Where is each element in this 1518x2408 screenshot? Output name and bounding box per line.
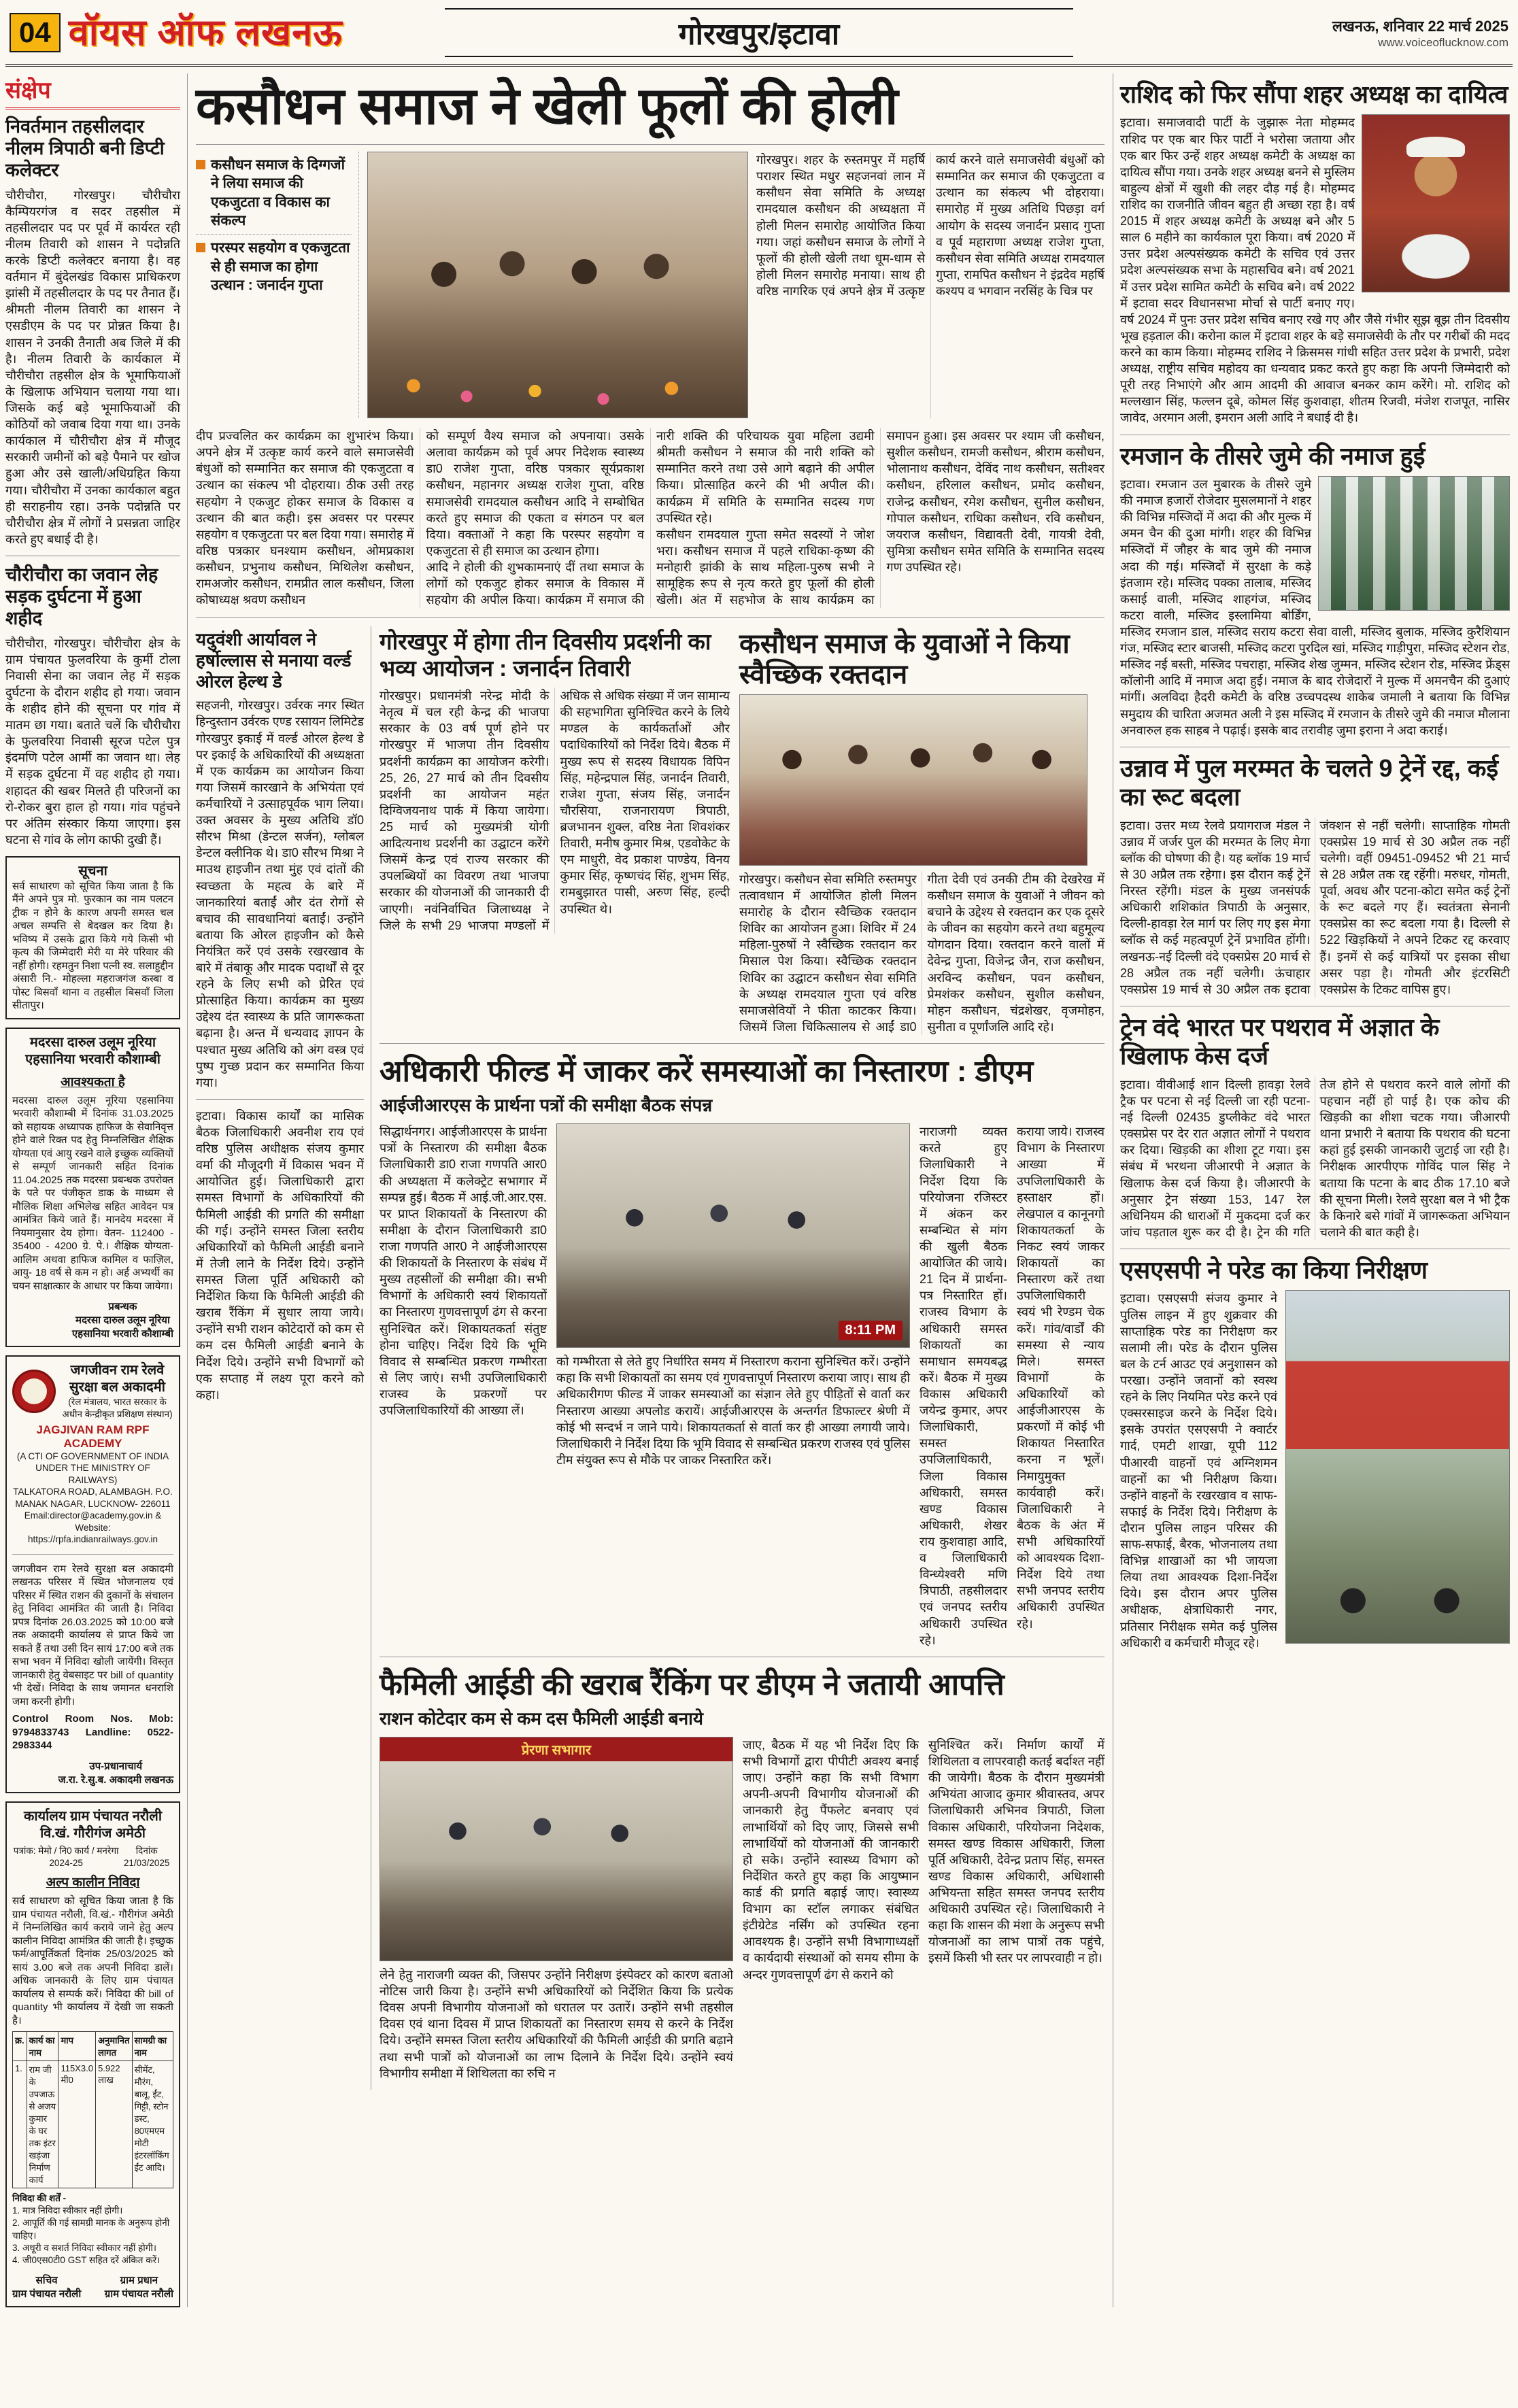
rpf-title-hindi: जगजीवन राम रेलवे सुरक्षा बल अकादमी xyxy=(69,1363,165,1395)
family-id-meeting-photo xyxy=(380,1737,733,1961)
unnao-body: इटावा। उत्तर मध्य रेलवे प्रयागराज मंडल ने उन्नाव में जर्जर पुल की मरम्मत के लिए मेगा ब्लॉक की घोषणा की है। यह ब्लॉक 19 मार्च से 30 अप्रैल तक रहेगा। इस दौरान कई ट्रेनें निरस्त रहेंगी। मंडल के मुख्य जनसंपर्क अधिकारी शशिकांत त्रिपाठी के अनुसार, दिल्ली-हावड़ा रेल मार्ग पर लिए गए इस मेगा ब्लॉक से कई महत्वपूर्ण ट्रेनें प्रभावित होंगी। लखनऊ-नई दिल्ली वंदे एक्सप्रेस 20 मार्च से 28 अप्रैल तक नहीं चलेगी। ऊंचाहार एक्सप्रेस 19 मार्च से 30 अप्रैल तक इटावा जंक्शन से नहीं चलेगी। साप्ताहिक गोमती एक्सप्रेस 19 मार्च से 30 अप्रैल तक नहीं चलेगी। वहीं 09451-09452 भी 21 मार्च से 28 अप्रैल तक रद्द रहेंगी। मरुधर, गोमती, पूर्वा, अवध और पटना-कोटा समेत कई ट्रेनों के रूट बदले गए हैं। स्वतंत्रता सेनानी एक्सप्रेस का रूट बदला गया है। दिल्ली से 522 खिड़कियों ने अपने टिकट रद्द करवाए हैं। इनमें से कई यात्रियों पर इसका सीधा असर पड़ा है। गोमती और इंटरसिटी एक्सप्रेस के टिकट वापिस हुए। xyxy=(1120,818,1510,996)
rashid-president-article xyxy=(1120,73,1510,435)
lead-bullet-1-text: कसौधन समाज के दिग्गजों ने लिया समाज की एकजुटता व विकास का संकल्प xyxy=(211,157,345,228)
blood-donation-body: गोरखपुर। कसौधन सेवा समिति रुस्तमपुर तत्वावधान में आयोजित होली मिलन समारोह के दौरान स्वैच्छिक रक्तदान शिविर का आयोजन हुआ। शिविर में 24 महिला-पुरुषों ने स्वैच्छिक रक्तदान कर मिसाल पेश किया। स्वैच्छिक रक्तदान शिविर का उद्घाटन कसौधन सेवा समिति के अध्यक्ष रामदयाल गुप्ता एवं वरिष्ठ समाजसेवियों ने फीता काटकर किया। जिसमें जिला चिकित्सालय से आईं डा0 गीता देवी एवं उनकी टीम की देखरेख में कसौधन समाज के युवाओं ने जीवन को बचाने के उद्देश्य से रक्तदान कर एक दूसरे के जीवन का सहयोग करने तथा बहुमूल्य योगदान दिया। रक्तदान करने वालों में देवेन्द्र गुप्ता, विजेन्द्र जैन, राज कसौधन, अरविन्द कसौधन, पवन कसौधन, प्रेमशंकर कसौधन, सुशील कसौधन, मोहन कसौधन, चंद्रशेखर, वृजमोहन, सुनीता व पूर्णांजलि आदि रहे। xyxy=(739,872,1104,1034)
section-name: गोरखपुर/इटावा xyxy=(445,8,1073,57)
lead-bullet-1 xyxy=(196,152,352,234)
dateline: लखनऊ, शनिवार 22 मार्च 2025 xyxy=(1332,18,1508,35)
center-column xyxy=(196,73,1104,2307)
tender-table-row xyxy=(13,2061,173,2188)
tender-note-2: 2. आपूर्ति की गई सामग्री मानक के अनुरूप होनी चाहिए। xyxy=(12,2218,170,2241)
family-id-headline: फैमिली आईडी की खराब रैंकिंग पर डीएम ने जतायी आपत्ति xyxy=(380,1667,1005,1701)
lead-bullet-2-text: परस्पर सहयोग व एकजुटता से ही समाज का होगा उत्थान : जनार्दन गुप्ता xyxy=(211,240,350,293)
lead-article-top xyxy=(196,152,1104,418)
family-id-col1: लेने हेतु नाराजगी व्यक्त की, जिसपर उन्होंने निरीक्षण इंस्पेक्टर को कारण बताओ नोटिस जारी किया है। उन्होंने सभी अधिकारियों को निर्देशित किया कि प्रत्येक दिवस अपनी विभागीय योजनाओं को धरातल पर उतारें। उन्होंने सभी तहसील दिवस एवं थाना दिवस में प्राप्त शिकायतों का निस्तारण समय से करने के निर्देश दिये। उन्होंने समस्त जिला स्तरीय अधिकारियों की फैमिली आईडी की प्रगति बढ़ाने तथा सभी पात्रों को योजनाओं का लाभ दिलाने के निर्देश दिये। उन्होंने स्वयं विभागीय समीक्षा में शिथिलता का रुचि न xyxy=(380,1968,733,2080)
oral-health-body: सहजनी, गोरखपुर। उर्वरक नगर स्थित हिन्दुस्तान उर्वरक एण्ड रसायन लिमिटेड गोरखपुर इकाई में वर्ल्ड ओरल हेल्थ डे पर इकाई के अधिकारियों की अध्यक्षता में एक कार्यक्रम का आयोजन किया गया जिसमें कारखाने के अभियंता एवं कर्मचारियों ने उत्साहपूर्वक भाग लिया। उक्त अवसर के मुख्य अतिथि डॉ0 सौरभ मिश्रा (डेन्टल सर्जन), ग्लोबल डेन्टल क्लीनिक थे। डा0 सौरभ मिश्रा ने माउथ हाइजीन तथा मुंह एवं दांतों की स्वच्छता के महत्व के बारे में जानकारियां बताईं और दंत रोगों से बचाव की सावधानियां बताईं। उन्होंने बताया कि ओरल हाइजीन को कैसे नियंत्रित करें एवं उसके रखरखाव के बारे में तंबाकू और मादक पदार्थों से दूर रहने के लिए सभी को प्रेरित एवं प्रोत्साहित किया। कार्यक्रम का मुख्य उद्देश्य दंत स्वास्थ्य के प्रति जागरूकता बढ़ाना है। अन्त में धन्यवाद ज्ञापन के पश्चात मुख्य अतिथि को अंग वस्त्र एवं पुष्प गुच्छ प्रदान कर सम्मानित किया गया। xyxy=(196,698,364,1089)
ssp-headline: एसएसपी ने परेड का किया निरीक्षण xyxy=(1120,1255,1428,1284)
tender-ref: पत्रांक: मेमो / नि0 कार्य / मनरेगा 2024-25 xyxy=(13,1845,119,1868)
brief-article-neelam-tripathi xyxy=(5,116,180,547)
tender-date: दिनांक 21/03/2025 xyxy=(123,1845,170,1868)
gram-panchayat-tender-box xyxy=(5,1801,180,2307)
public-notice-box xyxy=(5,856,180,1019)
tender-sign-left-role: सचिव xyxy=(35,2275,58,2287)
ssp-parade-inspection-photo xyxy=(1285,1290,1510,1644)
rashid-headline: राशिद को फिर सौंपा शहर अध्यक्ष का दायित्व xyxy=(1120,80,1508,108)
madrasa-title: मदरसा दारुल उलूम नूरिया एहसानिया भरवारी कौशाम्बी xyxy=(25,1034,161,1067)
tender-title: कार्यालय ग्राम पंचायत नरौली वि.खं. गौरीगंज अमेठी xyxy=(23,1808,162,1841)
tender-sign-pradhan xyxy=(105,2273,173,2301)
madrasa-body: मदरसा दारुल उलूम नूरिया एहसानिया भरवारी कौशाम्बी में दिनांक 31.03.2025 को सहायक अध्यापक हाफिज के सेवानिवृत्त होने वाले रिक्त पद हेतु निम्नलिखित शैक्षिक योग्यता एवं आयु रखने वाले इच्छुक व्यक्तियों से सम्पूर्ण जानकारी सहित दिनांक 11.04.2025 तक मदरसा प्रबन्धक उपरोक्त के पते पर पंजीकृत डाक के माध्यम से मौलिक शिक्षा अभिलेख सहित आवेदन पत्र आमंत्रित किये जाते हैं। मानदेय मदरसा में नियमानुसार देय होगा। वेतन- 112400 - 35400 - 4200 ग्रे. पे.। शैक्षिक योग्यता- आलिम अथवा हाफिज कामिल व फाज़िल, आयु- 18 वर्ष से कम न हो। अर्ह अभ्यर्थी का चयन साक्षात्कार के आधार पर किया जायेगा। xyxy=(12,1094,173,1292)
brief2-body: चौरीचौरा, गोरखपुर। चौरीचौरा क्षेत्र के ग्राम पंचायत फुलवरिया के कुर्मी टोला निवासी सेना का जवान लेह में सड़क दुर्घटना के दौरान शहीद हो गया। जवान के शहीद होने की सूचना पर गांव में मातम छा गया। बताते चलें कि चौरीचौरा के फुलवरिया निवासी सूरज पटेल पुत्र इंदमणि पटेल आर्मी का जवान था। लेह में सड़क दुर्घटना में वह शहीद हो गया। शहादत की खबर मिलते ही परिजनों का रो-रोकर बुरा हाल हो गया। गांव पहुंचने पर अंतिम संस्कार किया जाएगा। इस घटना से गांव के लोग काफी दुखी हैं। xyxy=(5,636,180,847)
vande-body: इटावा। वीवीआई शान दिल्ली हावड़ा रेलवे ट्रैक पर पटना से नई दिल्ली जा रही पटना-नई दिल्ली 02435 डुप्लीकेट वंदे भारत एक्सप्रेस पर देर रात अज्ञात लोगों ने पथराव कर दिया। खिड़की का शीशा टूट गया। इस संबंध में भरथना जीआरपी ने अज्ञात के खिलाफ केस दर्ज किया है। जीआरपी के अनुसार ट्रेन संख्या 153, 147 रेल अधिनियम की धाराओं में मुकदमा दर्ज कर जांच पड़ताल शुरू कर दी है। ट्रेन की गति तेज होने से पथराव करने वाले लोगों की पहचान नहीं हो पाई है। एक कोच की खिड़की का शीशा चटक गया। जीआरपी थाना प्रभारी ने बताया कि पथराव की घटना कहां हुई इसकी जानकारी जुटाई जा रही है। निरीक्षक आरपीएफ गोविंद पाल सिंह ने बताया कि पटना के बाद ठीक 17.10 बजे की सूचना मिली। रेलवे सुरक्षा बल ने भी ट्रैक के किनारे बसे गांवों में जागरूकता अभियान चलाने की बात कही है। xyxy=(1120,1077,1510,1239)
rpf-contact[interactable]: Email:director@academy.gov.in & Website: https://rpfa.indianrailways.gov.in xyxy=(24,1510,162,1545)
unnao-trains-article xyxy=(1120,747,1510,1006)
family-id-subhead: राशन कोटेदार कम से कम दस फैमिली आईडी बनाये xyxy=(380,1708,703,1729)
ramzan-namaz-article xyxy=(1120,435,1510,747)
madrasa-signature xyxy=(72,1300,173,1340)
ssp-parade-article xyxy=(1120,1249,1510,1659)
igrs-col1: सिद्धार्थनगर। आईजीआरएस के प्रार्थना पत्रों के निस्तारण की समीक्षा बैठक जिलाधिकारी डा0 राजा गणपति आर0 की अध्यक्षता में कलेक्ट्रेट सभागार में सम्पन्न हुई। बैठक में आई.जी.आर.एस. पर प्राप्त शिकायतों के निस्तारण की समीक्षा के दौरान जिलाधिकारी डा0 राजा गणपति आर0 ने आईजीआरएस की शिकायतों के निस्तारण के संबंध में मुख्य तहसीलों की समीक्षा की। सभी विभागों के अधिकारी स्वयं शिकायतों का निस्तारण गुणवत्तापूर्ण ढंग से करना सुनिश्चित करें। शिकायतकर्ता संतुष्ट होना चाहिए। निर्देश दिये कि भूमि विवाद से सम्बन्धित प्रकरण गम्भीरता से लिए जाएं। सभी उपजिलाधिकारी राजस्व के प्रकरणों पर उपजिलाधिकारियों की आख्या लें। xyxy=(380,1125,547,1418)
rpf-address: TALKATORA ROAD, ALAMBAGH. P.O. MANAK NAGAR, LUCKNOW- 226011 xyxy=(13,1487,173,1509)
website-url[interactable]: www.voiceoflucknow.com xyxy=(1378,36,1508,49)
tender-sign-secretary xyxy=(12,2273,81,2301)
tender-sign-left-org: ग्राम पंचायत नरौली xyxy=(12,2288,82,2301)
divider xyxy=(196,1099,364,1100)
briefs-section-title: संक्षेप xyxy=(5,73,180,109)
madrasa-sign-org1: मदरसा दारुल उलूम नूरिया xyxy=(75,1315,170,1327)
jumma-namaz-photo xyxy=(1318,476,1510,611)
lead-article-continuation xyxy=(196,428,1104,618)
madrasa-sign-role: प्रबन्धक xyxy=(108,1301,137,1313)
photo-clock-time: 8:11 PM xyxy=(839,1321,903,1340)
tender-note-1: 1. मात्र निविदा स्वीकार नहीं होगी। xyxy=(12,2205,123,2216)
brief2-headline: चौरीचौरा का जवान लेह सड़क दुर्घटना में हुआ शहीद xyxy=(5,564,158,628)
blood-donation-camp-photo xyxy=(739,694,1087,866)
rpf-tender-body: जगजीवन राम रेलवे सुरक्षा बल अकादमी लखनऊ परिसर में स्थित भोजनालय एवं परिसर में स्थित राशन की दुकानों के संचालन हेतु निविदा आमंत्रित की जाती है। निविदा प्रपत्र दिनांक 26.03.2025 को 10:00 बजे तक अकादमी कार्यालय से प्राप्त किये जा सकते हैं तथा उसी दिन सायं 17:00 बजे तक सभा भवन में निविदा खोली जायेंगी। विस्तृत जानकारी हेतु वेबसाइट पर bill of quantity भी देखें। निविदा के साथ जमानत धनराशि जमा करनी होगी। xyxy=(12,1563,173,1708)
rpf-title-english: JAGJIVAN RAM RPF ACADEMY xyxy=(36,1423,150,1450)
brief1-body: चौरीचौरा, गोरखपुर। चौरीचौरा कैम्पियरगंज व सदर तहसील में तहसीलदार पद पर पूर्व में कार्यरत रही नीलम तिवारी को शासन ने पदोन्नति करके डिप्टी कलेक्टर बनाया है। वह वर्तमान में बुंदेलखंड विकास प्राधिकरण झांसी में तहसीलदार के पद पर तैनात हैं। श्रीमती नीलम तिवारी का शासन ने एसडीएम के पद पर प्रोन्नत किया है। शासन ने उनकी तैनाती अब जिले में की है। नीलम तिवारी के कार्यकाल में चौरीचौरा तहसील क्षेत्र के भूमाफियाओं के खिलाफ अभियान चलाया गया था। जिसके कई बड़े भूमाफियाओं की कोठियों को जवाब दिया गया था। उनके कार्यकाल में चौरीचौरा क्षेत्र में मौजूद सरकारी जमीनों को बड़े पैमाने पर खोज हुआ और उसे खाली/अधिग्रहित किया गया। चौरीचौरा में उनका कार्यकाल बहुत ही सराहनीय रहा। उनके पदोन्नति पर चौरीचौरा क्षेत्र में लोगों ने प्रसन्नता जाहिर करते हुए बधाई दी है। xyxy=(5,188,180,546)
vande-bharat-stone-pelting-article xyxy=(1120,1006,1510,1249)
tender-cell-measure: 115X3.0 मी0 xyxy=(58,2061,96,2188)
tender-cell-cost: 5.922 लाख xyxy=(96,2061,133,2188)
unnao-headline: उन्नाव में पुल मरम्मत के चलते 9 ट्रेनें रद्द, कई का रूट बदला xyxy=(1120,753,1499,811)
divider xyxy=(12,1554,173,1555)
oral-health-day-article xyxy=(196,629,364,1091)
rpf-academy-logo xyxy=(12,1370,56,1413)
tender-th-measure: माप xyxy=(58,2032,96,2061)
brief1-headline: निवर्तमान तहसीलदार नीलम त्रिपाठी बनी डिप्टी कलेक्टर xyxy=(5,116,165,180)
rpf-subtitle-hindi: (रेल मंत्रालय, भारत सरकार के अधीन केन्द्रीकृत प्रशिक्षण संस्थान) xyxy=(62,1397,173,1420)
paper-title: वॉयस ऑफ लखनऊ xyxy=(68,12,343,53)
notice-body: सर्व साधारण को सूचित किया जाता है कि मैंने अपने पुत्र मो. फुरकान का नाम पलटन ट्रीक न होने के कारण अपनी समस्त चल अचल सम्पत्ति से बेदखल कर दिया है। भविष्य में उसके द्वारा किये गये किसी भी कृत्य की जिम्मेदारी मेरी या मेरे परिवार की नहीं होगी। रहमतुन निशा पत्नी स्व. सलाहुद्दीन अंसारी नि.- मोहल्ला महराजगंज कस्बा व पोस्ट बिसवाँ थाना व तहसील बिसवाँ जिला सीतापुर। xyxy=(12,880,173,1012)
tender-cell-work: राम जी के उपजाऊ से अजय कुमार के घर तक इंटर खड़ंजा निर्माण कार्य xyxy=(27,2061,58,2188)
blood-donation-article xyxy=(739,626,1104,1035)
tender-sign-right-org: ग्राम पंचायत नरौली xyxy=(104,2288,173,2301)
tender-works-table xyxy=(12,2031,173,2188)
tender-th-serial: क्र. xyxy=(13,2032,27,2061)
lead-col4: कसौधन रामदयाल गुप्ता समेत सदस्यों ने जोश भरा। कसौधन समाज में पहले राधिका-कृष्ण की मनोहारी झांकी के साथ महिला-पुरुष सभी ने सामूहिक रूप से नृत्य करते हुए फूलों की होली खेली। अंत में सहभोज के साथ कार्यक्रम का समापन हुआ। इस अवसर पर श्याम जी कसौधन, सुशील कसौधन, रामजी कसौधन, श्रीराम कसौधन, भोलानाथ कसौधन, देविंद नाथ कसौधन, सतीश्वर कसौधन, हरिलाल कसौधन, प्रमोद कसौधन, राजेन्द्र कसौधन, रमेश कसौधन, सुनील कसौधन, गोपाल कसौधन, राधिका कसौधन, रवि कसौधन, जयराज कसौधन, विद्यावती देवी, गायत्री देवी, सुमित्रा कसौधन समेत समिति के सम्मानित सदस्य गण उपस्थित रहे। xyxy=(656,429,1104,607)
vande-headline: ट्रेन वंदे भारत पर पथराव में अज्ञात के खिलाफ केस दर्ज xyxy=(1120,1013,1440,1070)
bullet-square-icon xyxy=(196,160,205,169)
masthead xyxy=(5,5,1513,67)
rashid-portrait-photo xyxy=(1362,114,1510,292)
meeting-hall-banner-text: प्रेरणा सभागार xyxy=(380,1737,732,1761)
exhibition-headline: गोरखपुर में होगा तीन दिवसीय प्रदर्शनी का भव्य आयोजन : जनार्दन तिवारी xyxy=(380,629,711,681)
lead-col1: दीप प्रज्वलित कर कार्यक्रम का शुभारंभ किया। अपने क्षेत्र में उत्कृष्ट कार्य करने वाले समाजसेवी बंधुओं को सम्मानित कर समाज की एकजुटता व उत्थान का संकल्प भी दोहराया। ठीक उसी तरह सहयोग ने एकजुट होकर समाज के विकास व उत्थान की बात कही। इस अवसर पर परस्पर सहयोग व एकजुटता पर बल दिया गया। समारोह में वरिष्ठ पत्रकार घनश्याम कसौधन, ओमप्रकाश कसौधन, प्रभुनाथ कसौधन, मिथिलेश कसौधन, रामअजोर कसौधन, रामप्रीत लाल कसौधन, जिला कोषाध्यक्ष श्रवण कसौधन xyxy=(196,429,414,607)
rpf-control-room: Control Room Nos. Mob: 9794833743 Landline: 0522-2983344 xyxy=(12,1713,173,1752)
holi-celebration-photo xyxy=(367,152,748,418)
oral-health-headline: यदुवंशी आर्यावल ने हर्षोल्लास से मनाया वर्ल्ड ओरल हेल्थ डे xyxy=(196,629,352,692)
tender-note-4: 4. जी0एस0टी0 GST सहित दरें अंकित करें। xyxy=(12,2255,161,2266)
family-id-rail-text: इटावा। विकास कार्यों का मासिक बैठक जिलाधिकारी अवनीश राय एवं वरिष्ठ पुलिस अधीक्षक संजय कुमार वर्मा की मौजूदगी में विकास भवन में आयोजित हुई। जिलाधिकारी द्वारा समस्त विभागों के अधिकारियों की फैमिली आईडी की प्रगति की समीक्षा की गई। उन्होंने समस्त जिला स्तरीय अधिकारियों को फैमिली आईडी बनाने में तेजी लाने के निर्देश दिये। उन्होंने समस्त जिला पूर्ति अधिकारी को निर्देशित किया कि फैमिली आईडी की खराब रैंकिंग में सुधार लाया जाये। उन्होंने सभी राशन कोटेदारों को कम से कम दस फैमिली आईडी बनाने के निर्देश दिये। उन्होंने सभी विभागों को एक सप्ताह में लक्ष्य पूरा करने को कहा। xyxy=(196,1108,364,1402)
rpf-subtitle-english: (A CTI OF GOVERNMENT OF INDIA UNDER THE MINISTRY OF RAILWAYS) xyxy=(16,1451,169,1485)
notice-title: सूचना xyxy=(78,863,107,879)
page-number: 04 xyxy=(10,13,61,52)
tender-sign-right-role: ग्राम प्रधान xyxy=(120,2275,158,2287)
bullet-square-icon xyxy=(196,243,205,252)
exhibition-body: गोरखपुर। प्रधानमंत्री नरेन्द्र मोदी के नेतृत्व में चल रही केन्द्र की भाजपा सरकार के 03 वर्ष पूर्ण होने पर गोरखपुर में भाजपा तीन दिवसीय प्रदर्शनी कार्यक्रम का आयोजन करेगी। 25, 26, 27 मार्च को तीन दिवसीय प्रदर्शनी का आयोजन महंत दिग्विजयनाथ पार्क में किया जायेगा। 25 मार्च को मुख्यमंत्री योगी आदित्यनाथ प्रदर्शनी का उद्घाटन करेंगे जिसमें केन्द्र एवं राज्य सरकार की उपलब्धियों का विवरण तथा भाजपा सरकार की योजनाओं की जानकारी दी जाएगी। नवंनिर्वाचित जिलाध्यक्ष ने जिले के सभी 29 भाजपा मण्डलों में अधिक से अधिक संख्या में जन सामान्य की सहभागिता सुनिश्चित करने के लिये मण्डल के कार्यकर्ताओं और पदाधिकारियों को निर्देश दिये। बैठक में मुख्य रूप से सदस्य विधायक विपिन सिंह, महेन्द्रपाल सिंह, जनार्दन तिवारी, राजेश गुप्ता, संजय सिंह, जनार्दन चौरसिया, राजनारायण त्रिपाठी, ब्रजभानन शुक्ल, वरिष्ठ नेता शिवशंकर तिवारी, मनीष कुमार मिश्र, एडवोकेट के एम माधुरी, वेद प्रकाश पाण्डेय, विनय कुमार सिंह, कृष्णचंद सिंह, शुभम सिंह, रामबुझारत पासी, अरुण सिंह, हल्दी उपस्थित थे। xyxy=(380,689,730,932)
tender-notes-title: निविदा की शर्तें - xyxy=(12,2193,67,2204)
rpf-academy-advert-box xyxy=(5,1355,180,1793)
center-left-rail xyxy=(196,626,371,2089)
tender-note-3: 3. अधूरी व सशर्त निविदा स्वीकार नहीं होगी। xyxy=(12,2242,156,2253)
ssp-body: इटावा। एसएसपी संजय कुमार ने पुलिस लाइन में हुए शुक्रवार की साप्ताहिक परेड का निरीक्षण कर सलामी ली। परेड के दौरान पुलिस बल के टर्न आउट एवं अनुशासन को परखा। उन्होंने जवानों को स्वस्थ रहने के लिए नियमित परेड करने एवं एक्सरसाइज करने के निर्देश दिये। इसके उपरांत एसएसपी ने क्वार्टर गार्द, एमटी शाखा, यूपी 112 पीआरवी वाहनों एवं अग्निशमन वाहनों का भी निरीक्षण किया। उन्होंने वाहनों के रखरखाव व साफ-सफाई के निर्देश दिये। निरीक्षण के दौरान पुलिस लाइन परिसर की साफ-सफाई, बैरक, भोजनालय तथा विभिन्न शाखाओं का भी जायजा लिया तथा आवश्यक दिशा-निर्देश दिये। इस दौरान अपर पुलिस अधीक्षक, क्षेत्राधिकारी नगर, प्रतिसार निरीक्षक समेत कई पुलिस अधिकारी व कर्मचारी मौजूद रहे। xyxy=(1120,1291,1277,1650)
rpf-sign-org: ज.रा. रे.सु.ब. अकादमी लखनऊ xyxy=(58,1774,173,1786)
tender-th-work: कार्य का नाम xyxy=(27,2032,58,2061)
lead-bullet-points xyxy=(196,152,359,418)
lead-intro-text: गोरखपुर। शहर के रुस्तमपुर में महर्षि पराशर स्थित मधुर सहजनवां लान में कसौधन सेवा समिति के अध्यक्ष रामदयाल कसौधन की अध्यक्षता में होली मिलन समारोह आयोजित किया गया। जहां कसौधन समाज के लोगों ने फूलों की होली खेली तथा धूम-धाम से होली मिलन समारोह मनाया। साथ ही वरिष्ठ नागरिक एवं अपने क्षेत्र में उत्कृष्ट कार्य करने वाले समाजसेवी बंधुओं को सम्मानित कर समाज की एकजुटता व उत्थान का संकल्प भी दोहराया। समारोह में मुख्य अतिथि पिछड़ा वर्ग आयोग के सदस्य जनार्दन प्रसाद गुप्ता व पूर्व महाराणा अध्यक्ष राजेश गुप्ता, कसौधन सेवा समिति अध्यक्ष रामदयाल गुप्ता, रामपित कसौधन ने इंद्रदेव महर्षि कश्यप व भगवान नरसिंह के चित्र पर xyxy=(756,153,1104,298)
madrasa-sign-org2: एहसानिया भरवारी कौशाम्बी xyxy=(71,1328,173,1340)
lead-col2: को सम्पूर्ण वैश्य समाज को अपनाया। उसके अलावा कार्यक्रम को पूर्व अपर निदेशक स्वास्थ्य डा0 राजेश गुप्ता, वरिष्ठ पत्रकार सूर्यप्रकाश कसौधन, महानगर अध्यक्ष राजेश गुप्ता, वरिष्ठ समाजसेवी रामदयाल कसौधन आदि ने सम्बोधित करते हुए समाज की एकता व संगठन पर बल दिया। वक्ताओं ने कहा कि परस्पर सहयोग व एकजुटता से ही समाज का उत्थान होगा। xyxy=(426,429,644,558)
igrs-col2: को गम्भीरता से लेते हुए निर्धारित समय में निस्तारण कराना सुनिश्चित करें। उन्होंने कहा कि सभी शिकायतों का समय एवं गुणवत्तापूर्ण निस्तारण कराया जाए। साथ ही अधिकारीगण फील्ड में जाकर समस्याओं का संज्ञान लेते हुए पीड़ितों से वार्ता कर निस्तारण आख्या अपलोड करायें। आईजीआरएस के अन्तर्गत डिफाल्टर श्रेणी में कोई भी सन्दर्भ न जाने पाये। शिकायतकर्ता से वार्ता कर ही आख्या लगायी जाये। जिलाधिकारी ने निर्देश दिया कि भूमि विवाद से सम्बन्धित प्रकरण राजस्व एवं पुलिस टीम संयुक्त रूप से मौके पर जाकर निस्तारित करें। xyxy=(556,1355,910,1467)
madrasa-subtitle: आवश्यकता है xyxy=(61,1074,125,1089)
tender-subtitle: अल्प कालीन निविदा xyxy=(46,1876,140,1890)
madrasa-advert-box xyxy=(5,1028,180,1348)
tender-th-cost: अनुमानित लागत xyxy=(96,2032,133,2061)
right-column xyxy=(1113,73,1510,2307)
rpf-signature xyxy=(58,1759,173,1786)
igrs-col3: नाराजगी व्यक्त करते हुए जिलाधिकारी ने निर्देश दिया कि परियोजना रजिस्टर में अंकन कर सम्बन्धित से मांग की खुली बैठक आयोजित की जाये। 21 दिन में प्रार्थना-पत्र निस्तारित हों। राजस्व विभाग के अधिकारी समस्त शिकायतों का समाधान समयबद्ध करें। बैठक में मुख्य विकास अधिकारी जयेन्द्र कुमार, अपर जिलाधिकारी, समस्त उपजिलाधिकारी, जिला विकास अधिकारी, समस्त खण्ड विकास अधिकारी, शेखर राय कुशवाहा आदि, व जिलाधिकारी विन्ध्येश्वरी मणि त्रिपाठी, तहसीलदार एवं जनपद स्तरीय अधिकारी उपस्थित रहे। xyxy=(920,1125,1007,1647)
rpf-sign-role: उप-प्रधानाचार्य xyxy=(89,1760,143,1772)
bjp-exhibition-article xyxy=(380,626,730,1035)
blood-donation-headline: कसौधन समाज के युवाओं ने किया स्वैच्छिक रक्तदान xyxy=(739,629,1070,690)
igrs-col4: कराया जाये। राजस्व विभाग के निस्तारण आख्या में उपजिलाधिकारी के हस्ताक्षर हों। लेखपाल व कानूनगो शिकायतकर्ता के निकट स्वयं जाकर शिकायतों का निस्तारण करें तथा उपजिलाधिकारी स्वयं भी रेण्डम चेक करें। गांव/वार्डों की समस्या से न्याय मिले। समस्त विभागों के अधिकारियों को आईजीआरएस के प्रकरणों में कोई भी शिकायत निस्तारित करना न भूलें। निमायुमुक्त कार्यवाही करें। जिलाधिकारी ने बैठक के अंत में सभी अधिकारियों को आवश्यक दिशा-निर्देश दिये तथा सभी जनपद स्तरीय अधिकारी उपस्थित रहे। xyxy=(1017,1125,1104,1631)
igrs-review-article xyxy=(380,1044,1104,1657)
igrs-headline: अधिकारी फील्ड में जाकर करें समस्याओं का निस्तारण : डीएम xyxy=(380,1054,1034,1088)
tender-body: सर्व साधारण को सूचित किया जाता है कि ग्राम पंचायत नरौली, वि.खं.- गौरीगंज अमेठी में निम्नलिखित कार्य कराये जाने हेतु अल्प कालीन निविदा आमंत्रित की जाती है। इच्छुक फर्म/आपूर्तिकर्ता दिनांक 25/03/2025 को सायं 3.00 बजे तक अपनी निविदा डालें। अधिक जानकारी के लिए ग्राम पंचायत कार्यालय से सम्पर्क करें। निविदा की bill of quantity भी कार्यालय में देखी जा सकती है। xyxy=(12,1895,173,2027)
tender-table-header-row xyxy=(13,2032,173,2061)
lead-headline: कसौधन समाज ने खेली फूलों की होली xyxy=(196,73,1104,145)
family-id-article xyxy=(380,1657,1104,2090)
igrs-review-meeting-photo xyxy=(556,1123,910,1348)
tender-cell-material: सीमेंट, मौरंग, बालू, ईंट, गिट्टी, स्टोन डस्ट, 80एमएम मोटी इंटरलॉकिंग ईंट आदि। xyxy=(132,2061,173,2188)
brief-article-jawan-shaheed xyxy=(5,564,180,848)
family-id-col3: सुनिश्चित करें। निर्माण कार्यों में शिथिलता व लापरवाही कतई बर्दाश्त नहीं की जायेगी। बैठक के दौरान मुख्यमंत्री अभियंता आजाद कुमार श्रीवास्तव, अपर जिलाधिकारी अभिनव त्रिपाठी, जिला विकास अधिकारी, परियोजना निदेशक, समस्त खण्ड विकास अधिकारी, जिला पूर्ति अधिकारी, देवेन्द्र प्रताप सिंह, समस्त खण्ड विकास अधिकारी, अधिशासी अभियन्ता सहित समस्त जनपद स्तरीय अधिकारी उपस्थित रहे। जिलाधिकारी ने कहा कि शासन की मंशा के अनुरूप सभी योजनाओं का लाभ पात्रों तक पहुंचे, इसमें किसी भी स्तर पर लापरवाही न हो। xyxy=(928,1738,1104,1965)
tender-cell-serial: 1. xyxy=(13,2061,27,2188)
left-sidebar xyxy=(5,73,188,2307)
family-id-col2: जाए, बैठक में यह भी निर्देश दिए कि सभी विभागों द्वारा पीपीटी अवश्य बनाई जाए। उन्होंने कहा कि सभी विभाग अपनी-अपनी विभागीय योजनाओं की जानकारी हेतु पैंफलेट बनवाए एवं लाभार्थियों को दिए जाए, जिससे सभी लाभार्थियों को योजनाओं की जानकारी हो सके। उन्होंने स्वास्थ्य विभाग को निर्देशित करते हुए कहा कि आयुष्मान कार्ड की प्रगति बढ़ाई जाए। स्वास्थ्य विभाग का स्टॉल लगाकर संबंधित इंटीग्रेटेड नर्सिंग को उपस्थित रहना आवश्यक है। उन्होंने सभी विभागाध्यक्षों व कार्यदायी संस्थाओं को समय सीमा के अन्दर गुणवत्तापूर्ण ढंग से कराने को xyxy=(743,1738,919,1982)
ramzan-body: इटावा। रमजान उल मुबारक के तीसरे जुमे की नमाज हजारों रोजेदार मुसलमानों ने शहर की विभिन्न मस्जिदों में अदा की और मुल्क में अमन चैन की दुआ मांगी। शहर की विभिन्न मस्जिदों में जौहर के बाद जुमे की नमाज अदा की गई। मस्जिदों में सुरक्षा के कड़े इंतजाम रहे। मस्जिद पक्का तालाब, मस्जिद कसाई वाली, मस्जिद शाहगंज, मस्जिद कटरा वाली, मस्जिद इस्लामिया बोर्डिंग, मस्जिद रमजान डाल, मस्जिद सराय कटरा सेवा वाली, मस्जिद बुलाक, मस्जिद कुरैशियान गंज, मस्जिद स्टार बाजसी, मस्जिद कटरा पुरदिल खां, मस्जिद गाड़ीपुरा, मस्जिद स्टेशन रोड, मस्जिद नई बस्ती, मस्जिद पचराहा, मस्जिद शेख जुम्मन, मस्जिद स्टेशन रोड, मस्जिद फ्रेंड्स कॉलोनी आदि में नमाज अदा हुई। नमाज के बाद रोजेदारों ने मुल्क में अमनचैन की दुआएं मांगीं। अलविदा हैदरी कमेटी के वरिष्ठ उच्चपदस्थ शाकेब जमाली ने बताया कि विभिन्न समुदाय की चारिता अजमत अली ने इस मस्जिद में रमजान के तीसरे जुमे की नमाज मौलाना अनवारुल हक साहब ने पढ़ाई। इसके बाद तरावीह जुमा इराना ने अदा कराई। xyxy=(1120,477,1510,737)
ramzan-headline: रमजान के तीसरे जुमे की नमाज हुई xyxy=(1120,441,1426,470)
lead-bullet-2 xyxy=(196,234,352,299)
tender-th-material: सामग्री का नाम xyxy=(132,2032,173,2061)
igrs-subhead: आईजीआरएस के प्रार्थना पत्रों की समीक्षा बैठक संपन्न xyxy=(380,1095,713,1116)
lead-col3: आदि ने होली की शुभकामनाएं दीं तथा समाज के लोगों को एकजुट होकर समाज के विकास में सहयोग की अपील किया। कार्यक्रम में समाज की नारी शक्ति की परिचायक युवा महिला उद्यमी श्रीमती कसौधन ने समाज की नारी शक्ति को सम्मानित करने तथा उसे आगे बढ़ाने की अपील किया। प्रोत्साहित करने की भी अपील की। कार्यक्रम में समिति के सम्मानित सदस्य गण उपस्थित रहे। xyxy=(426,429,875,607)
rashid-body: इटावा। समाजवादी पार्टी के जुझारू नेता मोहम्मद राशिद पर एक बार फिर पार्टी ने भरोसा जताया और एक बार फिर उन्हें शहर अध्यक्ष कमेटी के अध्यक्ष का दायित्व सौंपा गया। उनके शहर अध्यक्ष बनने से मुस्लिम बाहुल्य क्षेत्रों में खुशी की लहर दौड़ गई है। मोहम्मद राशिद का राजनीति जीवन बहुत ही अच्छा रहा है। वर्ष 2015 में शहर अध्यक्ष कमेटी के अध्यक्ष बने और 5 साल 6 महीने का कार्यकाल पूरा किया। वर्ष 2020 में उत्तर प्रदेश अल्पसंख्यक कमेटी के सचिव एवं उत्तर प्रदेश अल्पसंख्यक सभा के महासचिव बने। वर्ष 2021 में उत्तर प्रदेश सामित कमेटी के सचिव बने। वर्ष 2022 में इटावा सदर विधानसभा मोर्चा से पार्टी बनाए गए। वर्ष 2024 में पुनः उत्तर प्रदेश सचिव बनाए रखे गए और जैसे गंभीर सूझ बूझ तीन दिवसीय भूख हड़ताल की। करोना काल में इटावा शहर के बड़े समाजसेवी के तौर पर गरीबों की मदद करने का काम किया। मोहम्मद राशिद ने क्रिसमस गांधी सहित उत्तर प्रदेश के प्रभारी, प्रदेश अध्यक्ष, राष्ट्रीय सचिव महोदय का धन्यवाद प्रकट करते हुए कहा कि अपनी जिम्मेदारी को पूरी तरह निभाएंगे और आम आदमी की आवाज बनकर काम करेंगे। मो. राशिद को मल्लखान सिंह, फल्लन दूबे, कोमल सिंह कुशवाहा, शीतम रिजवी, मंजेश राजपूत, नासिर जावेद, अरमान अली, इमरान अली आदि ने बधाई दी है। xyxy=(1120,116,1510,425)
